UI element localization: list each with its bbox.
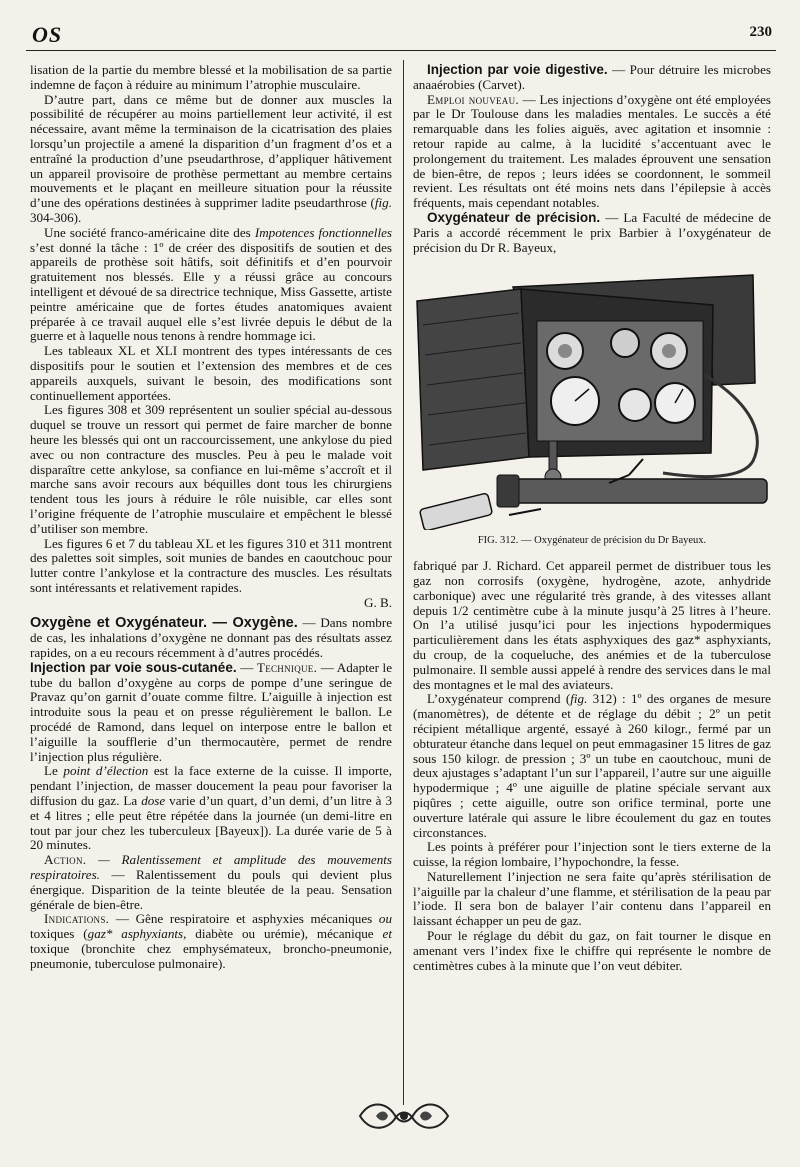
header-rule xyxy=(26,50,776,51)
paragraph: Pour le réglage du débit du gaz, on fait tourner le disque en amenant vers l’index fixe le chiffre qui représente le nombre de centimètres cubes à la minute que l’on veut débiter. xyxy=(413,928,771,973)
section-injection-sous-cutanee: Injection par voie sous-cutanée. — Technique. — Adapter le tube du ballon d’oxygène au corps de pompe d’une seringue de Pravaz qu’on garnit d’ouate comme filtre. L’aiguille à injection est introduite sous la peau et on presse régulièrement le ballon. Le procédé de Ramond, dans lequel on interpose entre le ballon et l’aiguille la soufflerie d’un thermocautère, permet de rendre l’injection plus régulière. xyxy=(30,659,393,764)
section-oxygene: Oxygène et Oxygénateur. — Oxygène. — Dans nombre de cas, les inhalations d’oxygène ne donnant pas des résultats assez rapides, on a eu recours récemment à d’autres procédés. xyxy=(30,615,393,661)
column-divider xyxy=(403,60,404,1105)
left-column xyxy=(30,63,392,972)
paragraph: Emploi nouveau. — Les injections d’oxygène ont été employées par le Dr Toulouse dans les maladies mentales. Le succès a été remarquable dans les folies aiguës, avec agitation et insomnie : retour rapide au calme, à la lucidité s’accentuant avec le prolongement du traitement. Les malades éprouvent une sensation de bien-être, de repos ; leurs idées se coordonnent, le sommeil revient. Les résultats ont été moins nets dans l’épilepsie à accès fréquents, mais cependant notables. xyxy=(413,91,771,211)
figure-caption: FIG. 312. — Oxygénateur de précision du Dr Bayeux. xyxy=(477,535,707,547)
oxygenator-illustration xyxy=(413,265,771,530)
paragraph: Naturellement l’injection ne sera faite qu’après stérilisation de l’aiguille par la chaleur d’une flamme, et stérilisation de la peau par l’iode. Il sera bon de balayer l’air contenu dans l’appareil en laissant échapper un peu de gaz. xyxy=(413,868,771,929)
paragraph: L’oxygénateur comprend (fig. 312) : 1º des organes de mesure (manomètres), de détente et de réglage du débit ; 2º un petit récipient métallique argenté, essayé à 260 kilogr., fermé par un obturateur étanche dans lequel on peut emmagasiner 15 litres de gaz sous 150 kilogr. de pression ; 3º un tube en caoutchouc, muni de deux ajustages s’adaptant l’un sur l’appareil, l’autre sur une aiguille hypodermique ; 4º une aiguille de platine spéciale servant aux piqûres ; cette aiguille, outre son orifice terminal, porte une ouverture latérale qui assure le libre écoulement du gaz en toutes circonstances. xyxy=(413,691,771,840)
section-injection-digestive: Injection par voie digestive. — Pour détruire les microbes anaaérobies (Carvet). xyxy=(413,62,771,92)
paragraph: Les figures 6 et 7 du tableau XL et les figures 310 et 311 montrent des palettes soit simples, soit munies de bandes en caoutchouc pour lutter contre l’ankylose et la contracture des muscles. Les résultats sont intéressants et relativement rapides. xyxy=(30,535,392,595)
subsection-heading: Oxygénateur de précision. xyxy=(427,209,601,225)
section-heading: Oxygène et Oxygénateur. — Oxygène. xyxy=(30,615,298,632)
paragraph: Les figures 308 et 309 représentent un soulier spécial au-dessous duquel se trouve un ressort qui permet de faire marcher de bonne heure les blessés qui ont un raccourcissement, une ankylose du pied avec ou non contracture des muscles. Peu à peu le malade voit disparaître cette ankylose, sa confiance en lui-même s’accroît et il marche sans avoir recours aux béquilles dont tous les chirurgiens tendent tous les jours à réduire le rôle nuisible, car elles sont l’origine fréquente de l’atrophie musculaire et empêchent le blessé d’utiliser son membre. xyxy=(30,402,392,536)
running-header-section: OS xyxy=(32,22,63,47)
decorative-ornament-icon xyxy=(356,1098,452,1134)
paragraph: Indications. — Gêne respiratoire et asphyxies mécaniques ou toxiques (gaz* asphyxiants, diabète ou urémie), mécanique et toxique (bronchite chez emphysémateux, broncho-pneumonie, pneumonie, tuberculose pulmonaire). xyxy=(30,911,392,971)
paragraph: fabriqué par J. Richard. Cet appareil permet de distribuer tous les gaz non corrosifs (oxygène, hydrogène, azote, anhydride carbonique) avec une régularité très grande, à des vitesses allant depuis 1/2 centimètre cube à la minute jusqu’à 25 litres à l’heure. On l’a utilisé jusqu’ici pour les injections hypodermiques particulièrement dans les états asphyxiques des gaz* asphyxiants, du croup, de la coqueluche, des anémies et de la tuberculose pulmonaire. Il semble aussi appelé à rendre des services dans le mal des montagnes et le mal des aviateurs. xyxy=(413,558,771,692)
page-number: 230 xyxy=(749,24,772,40)
paragraph: Les points à préférer pour l’injection sont le tiers externe de la cuisse, la région lombaire, l’hypochondre, la fesse. xyxy=(413,839,771,870)
paragraph: Action. — Ralentissement et amplitude des mouvements respiratoires. — Ralentissement du pouls qui devient plus énergique. Disparition de la teinte bleutée de la peau. Sensation générale de bien-être. xyxy=(30,852,392,912)
paragraph: lisation de la partie du membre blessé et la mobilisation de sa partie indemne de façon à réduire au minimum l’atrophie musculaire. xyxy=(30,62,392,92)
subsection-heading: Injection par voie sous-cutanée. xyxy=(30,659,237,675)
paragraph: Une société franco-américaine dite des Impotences fonctionnelles s’est donné la tâche : 1º de créer des dispositifs de soutien et des appareils de prothèse soit hâtifs, soit définitifs et d’en pourvoir gratuitement nos blessés. Elle y a réussi grâce au concours intelligent et dévoué de sa directrice technique, Miss Gassette, artiste peintre américaine que de fortes études anatomiques avaient préparée à ce travail auquel elle s’est livrée depuis le début de la guerre et à laquelle nous tenons à rendre hommage ici. xyxy=(30,224,392,344)
right-column xyxy=(413,63,771,973)
section-oxygenateur-precision: Oxygénateur de précision. — La Faculté de médecine de Paris a accordé récemment le prix Barbier à l’oxygénateur de précision du Dr R. Bayeux, xyxy=(413,209,771,255)
paragraph: Les tableaux XL et XLI montrent des types intéressants de ces dispositifs pour le soutien et l’extension des membres et de ces appareils auxquels, suivant le besoin, des modifications sont continuellement apportées. xyxy=(30,343,392,403)
subsection-heading: Injection par voie digestive. xyxy=(427,62,608,77)
paragraph: Le point d’élection est la face externe de la cuisse. Il importe, pendant l’injection, de masser doucement la peau pour favoriser la diffusion du gaz. La dose varie d’un quart, d’un demi, d’un litre à 3 et 4 litres ; elle peut être répétée dans la journée (un demi-litre en tout par jour chez les tuberculeux [Bayeux]). La durée varie de 5 à 20 minutes. xyxy=(30,763,392,853)
paragraph: D’autre part, dans ce même but de donner aux muscles la possibilité de récupérer au moins partiellement leur activité, il est nécessaire, avant même la terminaison de la cicatrisation des plaies lorsqu’un projectile a amené la disparition d’un fragment d’os et a entraîné la production d’une pseudarthrose, d’appliquer hâtivement un appareil provisoire de prothèse permettant au membre certains mouvements et le plaçant en meilleure situation pour la réussite d’une des opérations destinées à supprimer ladite pseudarthrose (fig. 304-306). xyxy=(30,91,392,225)
author-signature: G. B. xyxy=(363,594,392,610)
